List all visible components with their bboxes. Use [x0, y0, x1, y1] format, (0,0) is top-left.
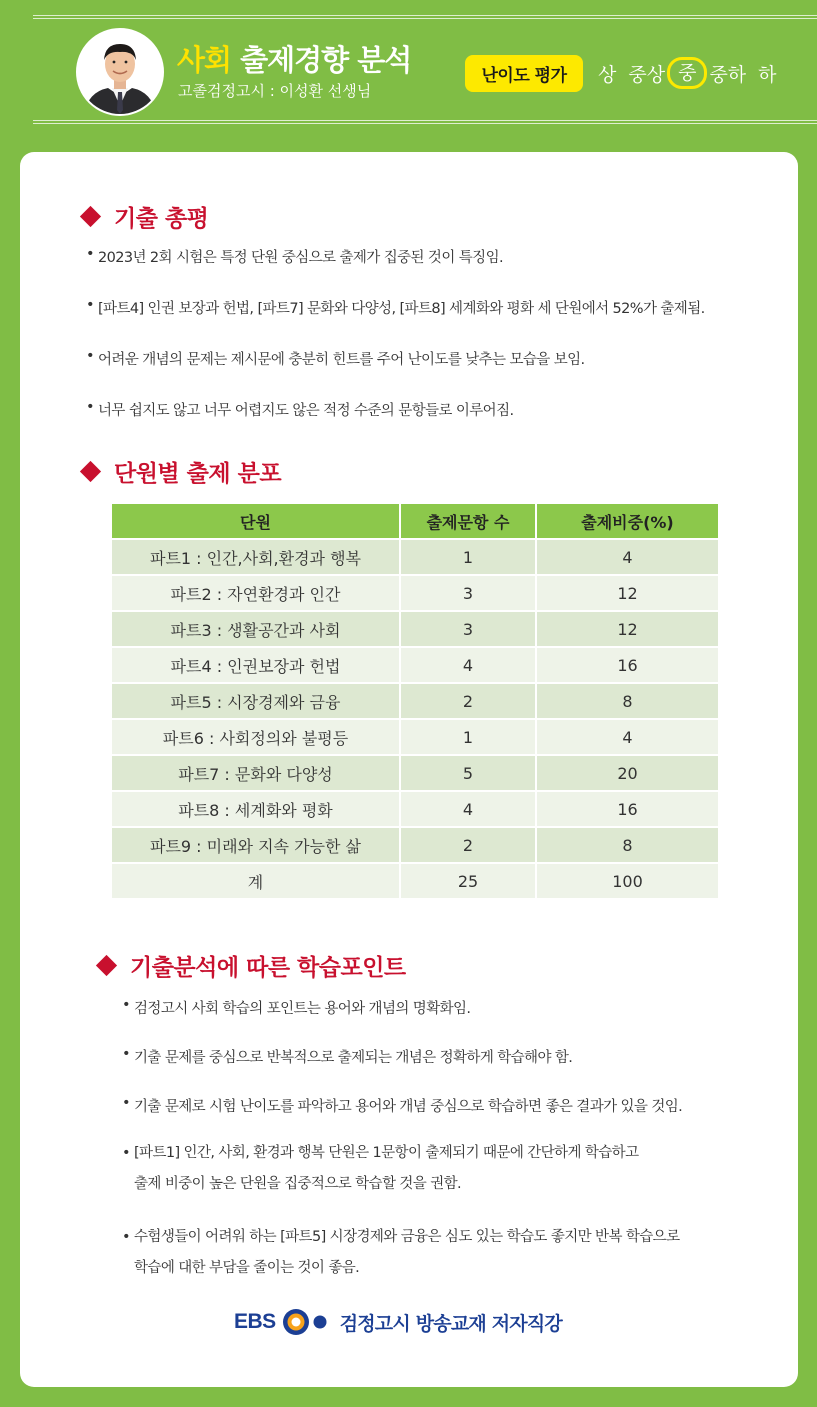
list-item-text: 수험생들이 어려워 하는 [파트5] 시장경제와 금융은 심도 있는 학습도 좋지만 반복 학습으로	[134, 1229, 680, 1245]
ebs-brand-text: EBS	[234, 1310, 276, 1333]
list-item: • 어려운 개념의 문제는 제시문에 충분히 힌트를 주어 난이도를 낮추는 모습을 보임.	[86, 348, 705, 369]
level-mid-low: 중하	[709, 63, 747, 86]
header-bottom-line	[33, 120, 817, 121]
table-row	[112, 540, 718, 574]
cell-unit: 파트4 : 인권보장과 헌법	[112, 648, 401, 682]
cell-count: 2	[401, 828, 537, 862]
cell-count: 3	[401, 612, 537, 646]
study-points-list	[122, 997, 682, 1284]
cell-unit: 파트3 : 생활공간과 사회	[112, 612, 401, 646]
cell-ratio: 4	[537, 720, 718, 754]
teacher-portrait-icon	[78, 30, 162, 114]
cell-ratio: 12	[537, 576, 718, 610]
level-mid-selected: 중	[667, 57, 707, 89]
diamond-icon	[80, 206, 101, 227]
level-high: 상	[598, 63, 617, 86]
difficulty-levels	[598, 58, 777, 88]
list-item-text: 기출 문제를 중심으로 반복적으로 출제되는 개념은 정확하게 학습해야 함.	[134, 1050, 573, 1066]
cell-ratio: 16	[537, 792, 718, 826]
list-item-text: [파트1] 인간, 사회, 환경과 행복 단원은 1문항이 출제되기 때문에 간단하게 학습하고	[134, 1145, 639, 1161]
cell-unit: 파트5 : 시장경제와 금융	[112, 684, 401, 718]
cell-ratio: 100	[537, 864, 718, 898]
table-row	[112, 684, 718, 718]
table-row	[112, 864, 718, 898]
cell-ratio: 4	[537, 540, 718, 574]
section-points-label: 기출분석에 따른 학습포인트	[130, 955, 406, 981]
list-item-text: 기출 문제로 시험 난이도를 파악하고 용어와 개념 중심으로 학습하면 좋은 결과가 있을 것임.	[134, 1099, 683, 1115]
content-card	[20, 152, 798, 1387]
teacher-avatar	[76, 28, 164, 116]
section-distribution-label: 단원별 출제 분포	[114, 461, 282, 487]
cell-count: 4	[401, 648, 537, 682]
cell-unit: 파트7 : 문화와 다양성	[112, 756, 401, 790]
cell-count: 5	[401, 756, 537, 790]
diamond-icon	[96, 955, 117, 976]
cell-unit: 파트2 : 자연환경과 인간	[112, 576, 401, 610]
list-item: • [파트4] 인권 보장과 헌법, [파트7] 문화와 다양성, [파트8] 세계화와 평화 세 단원에서 52%가 출제됨.	[86, 297, 705, 318]
title-rest: 출제경향 분석	[231, 43, 412, 77]
cell-ratio: 8	[537, 828, 718, 862]
table-row	[112, 756, 718, 790]
cell-unit: 파트1 : 인간,사회,환경과 행복	[112, 540, 401, 574]
section-overview-title	[80, 200, 208, 233]
list-item	[122, 997, 682, 1018]
list-item: • 너무 쉽지도 않고 너무 어렵지도 않은 적정 수준의 문항들로 이루어짐.	[86, 399, 705, 420]
table-row	[112, 792, 718, 826]
section-distribution-title	[80, 455, 281, 488]
cell-count: 2	[401, 684, 537, 718]
cell-count: 1	[401, 720, 537, 754]
list-item-text-cont: 학습에 대한 부담을 줄이는 것이 좋음.	[134, 1260, 360, 1276]
section-points-title	[96, 949, 406, 982]
header-bottom-line-2	[33, 123, 817, 124]
level-low: 하	[758, 63, 777, 86]
table-row	[112, 720, 718, 754]
page-title	[177, 38, 411, 79]
cell-count: 4	[401, 792, 537, 826]
header-top-line	[33, 15, 817, 16]
list-item	[122, 1222, 682, 1284]
section-overview-label: 기출 총평	[114, 206, 209, 232]
cell-unit: 파트8 : 세계화와 평화	[112, 792, 401, 826]
cell-ratio: 16	[537, 648, 718, 682]
cell-count: 3	[401, 576, 537, 610]
list-item	[122, 1138, 682, 1200]
list-item	[122, 1095, 682, 1116]
footer-brand	[234, 1308, 562, 1336]
column-header-ratio: 출제비중(%)	[537, 504, 718, 538]
list-item-text: 검정고시 사회 학습의 포인트는 용어와 개념의 명확화임.	[134, 1001, 471, 1017]
cell-unit: 파트6 : 사회정의와 불평등	[112, 720, 401, 754]
cell-ratio: 12	[537, 612, 718, 646]
cell-count: 25	[401, 864, 537, 898]
level-mid-high: 중상	[628, 63, 666, 86]
overview-list	[86, 246, 705, 420]
column-header-unit: 단원	[112, 504, 401, 538]
ebs-logo-icon	[282, 1308, 330, 1336]
list-item-text-cont: 출제 비중이 높은 단원을 집중적으로 학습할 것을 권함.	[134, 1176, 462, 1192]
distribution-table	[112, 502, 718, 900]
header-top-line-2	[33, 18, 817, 19]
teacher-subtitle: 고졸검정고시 : 이성환 선생님	[178, 82, 372, 100]
table-row	[112, 648, 718, 682]
diamond-icon	[80, 461, 101, 482]
cell-unit: 파트9 : 미래와 지속 가능한 삶	[112, 828, 401, 862]
footer-text: 검정고시 방송교재 저자직강	[339, 1312, 562, 1335]
difficulty-badge: 난이도 평가	[465, 55, 583, 92]
table-row	[112, 612, 718, 646]
table-header-row	[112, 504, 718, 538]
title-subject: 사회	[177, 43, 232, 77]
cell-count: 1	[401, 540, 537, 574]
table-row	[112, 828, 718, 862]
table-body	[112, 540, 718, 898]
table-row	[112, 576, 718, 610]
cell-unit: 계	[112, 864, 401, 898]
column-header-count: 출제문항 수	[401, 504, 537, 538]
cell-ratio: 8	[537, 684, 718, 718]
list-item: • 2023년 2회 시험은 특정 단원 중심으로 출제가 집중된 것이 특징임.	[86, 246, 705, 267]
page-header	[0, 0, 817, 150]
list-item	[122, 1046, 682, 1067]
cell-ratio: 20	[537, 756, 718, 790]
